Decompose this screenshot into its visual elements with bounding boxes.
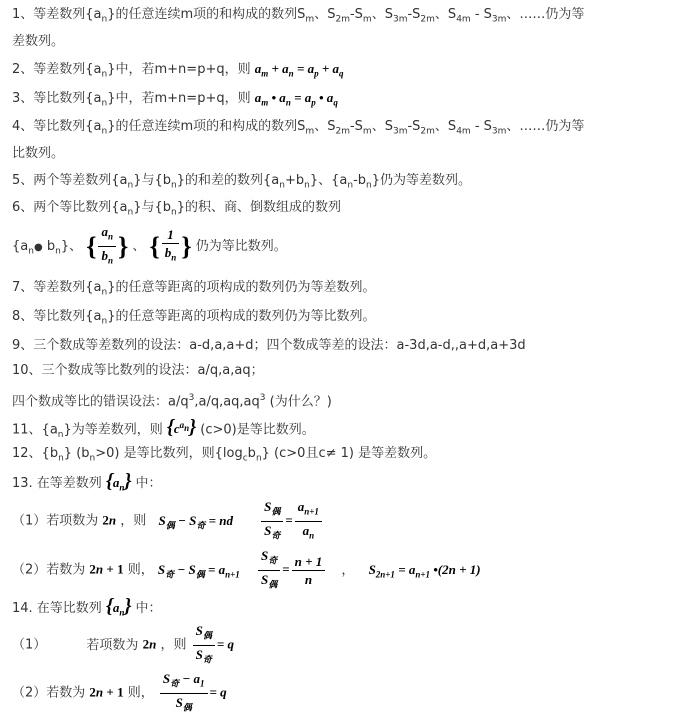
- item-1-text: 、S: [434, 7, 457, 22]
- item-12: [12, 445, 436, 468]
- numerator: $S_偶$: [261, 498, 283, 522]
- item-5-text: }的和差的数列{a: [176, 173, 280, 188]
- numerator: $S_偶$: [193, 622, 215, 646]
- item-11-text: 11、{a: [12, 422, 58, 438]
- item-12-text: >0) 是等比数列，则{log: [95, 446, 243, 461]
- item-3-text: 3、等比数列{a: [12, 91, 102, 106]
- subscript: n: [28, 246, 34, 257]
- brace-close: }: [118, 231, 129, 261]
- item-4-text: 4、等比数列{a: [12, 119, 102, 134]
- item-2-text: }中，若m+n=p+q，则: [107, 62, 251, 77]
- formula-eq2: $a_m + a_n = a_p + a_q$: [254, 61, 344, 79]
- subscript: 2m: [335, 126, 350, 137]
- numerator: $a_{n+1}$: [295, 498, 322, 522]
- fraction-a-over-b: [98, 223, 116, 269]
- item-4-text: 、……仍为等: [506, 119, 585, 134]
- denominator: $S_偶$: [260, 571, 278, 590]
- item-7-text: 7、等差数列{a: [12, 280, 102, 295]
- denominator: $S_偶$: [175, 694, 192, 713]
- item-13-text: ，则: [120, 513, 147, 529]
- item-14-text: 14. 在等比数列: [12, 601, 102, 616]
- item-4-text: 、S: [434, 119, 457, 134]
- comma: ，: [341, 562, 355, 578]
- superscript: 3: [259, 393, 266, 403]
- item-12-text: 12、{b: [12, 446, 59, 461]
- item-14-text: 则，: [127, 685, 154, 701]
- item-1-line-1: [12, 6, 584, 29]
- formula-diff-nd: $S_偶 - S_奇$ = nd: [158, 512, 233, 531]
- subscript: n: [255, 453, 262, 464]
- item-1-text: 1、等差数列{a: [12, 7, 102, 22]
- item-6-line-1: [12, 199, 341, 222]
- item-8-text: 8、等比数列{a: [12, 309, 102, 324]
- subscript: 2m: [335, 14, 350, 25]
- item-5: [12, 172, 471, 195]
- item-5-text: }仍为等差数列。: [371, 173, 472, 188]
- item-5-text: }、{a: [309, 173, 348, 188]
- brace-open: {: [86, 231, 97, 261]
- subscript: n: [279, 180, 285, 191]
- subscript: n: [171, 207, 177, 218]
- subscript: n: [89, 453, 96, 464]
- denominator: $S_奇$: [195, 646, 212, 665]
- item-8: [12, 308, 376, 331]
- formula-an-set: $\{a_n\}$: [105, 595, 132, 618]
- item-9: 9、三个数成等差数列的设法：a-d,a,a+d；四个数成等差的设法：a-3d,a-d,,a+d,a+3d: [12, 338, 526, 353]
- item-5-text: -b: [353, 173, 367, 188]
- item-14-heading: [12, 596, 162, 620]
- formula-s2n1: $S_{2n+1} = a_{n+1}$ •(2n + 1): [368, 561, 481, 580]
- equals-q: = q: [209, 684, 227, 700]
- formula-an-set: $\{a_n\}$: [105, 470, 132, 493]
- item-10-line-1: 10、三个数成等比数列的设法：a/q,a,aq；: [12, 363, 264, 378]
- numerator: $S_奇 - a_1$: [160, 670, 208, 694]
- item-6-text: 、: [132, 239, 146, 254]
- item-6-text: }与{b: [133, 200, 172, 215]
- item-11-text: }为等差数列，则: [63, 422, 163, 438]
- subscript: m: [362, 14, 372, 25]
- formula-eq3: $a_m$ • $a_n = a_p$ • $a_q$: [254, 90, 338, 108]
- denominator: $a_n$: [302, 522, 315, 541]
- item-12-text: } (c>0且c: [261, 446, 326, 461]
- item-4-line-1: [12, 118, 584, 141]
- not-equal-symbol: ≠: [325, 446, 337, 461]
- item-14-text: （1）: [12, 637, 47, 653]
- item-6-line-2: [12, 222, 287, 272]
- item-13-text: 13. 在等差数列: [12, 476, 102, 491]
- subscript: n: [101, 126, 108, 137]
- item-6-text: b: [42, 239, 56, 254]
- item-10-line-2: [12, 389, 332, 411]
- item-12-text: 1) 是等差数列。: [336, 446, 437, 461]
- item-13-text: （2）若数为: [12, 562, 86, 578]
- item-2: [12, 60, 344, 84]
- subscript: n: [55, 246, 61, 257]
- item-10-text: (为什么？): [265, 394, 332, 410]
- subscript: n: [171, 180, 177, 191]
- item-11: [12, 413, 315, 440]
- item-12-text: b: [247, 446, 256, 461]
- item-6-text: }的积、商、倒数组成的数列: [176, 200, 342, 215]
- item-3: [12, 89, 338, 113]
- fraction-s-even-over-s-odd: [261, 498, 283, 544]
- item-10-text: 四个数成等比的错误设法：a/q: [12, 394, 189, 410]
- subscript: 3m: [491, 126, 507, 137]
- subscript: m: [305, 126, 315, 137]
- item-13-heading: [12, 471, 162, 495]
- item-3-text: }中，若m+n=p+q，则: [107, 91, 251, 106]
- subscript: 2m: [420, 14, 435, 25]
- subscript: n: [58, 453, 64, 464]
- subscript: n: [366, 180, 372, 191]
- item-13-case-2: [12, 547, 481, 591]
- subscript: n: [304, 180, 310, 191]
- fraction-s-even-over-s-odd: [193, 622, 215, 668]
- numerator: n + 1: [292, 553, 326, 571]
- brace-close: }: [181, 231, 192, 261]
- item-14-text: 中：: [135, 601, 162, 616]
- equals-q: = q: [216, 636, 235, 652]
- subscript: n: [347, 180, 354, 191]
- subscript: 3m: [392, 126, 408, 137]
- fraction-an1-over-an: [295, 498, 322, 544]
- denominator: n: [304, 571, 313, 587]
- equals-sign: =: [285, 512, 293, 528]
- subscript: n: [101, 69, 108, 80]
- item-5-text: +b: [284, 173, 305, 188]
- item-1-text: - S: [470, 7, 492, 22]
- item-1-text: 、S: [314, 7, 336, 22]
- item-5-text: }与{b: [133, 173, 172, 188]
- fraction-s-odd-over-s-even: [258, 547, 280, 593]
- item-10-text: ,a/q,aq,aq: [194, 394, 260, 410]
- subscript: n: [127, 207, 134, 218]
- item-4-line-2: 比数列。: [12, 146, 65, 161]
- superscript: 3: [188, 393, 195, 403]
- equals-sign: =: [282, 561, 290, 577]
- item-6-text: }、: [60, 239, 83, 254]
- item-4-text: }的任意连续m项的和构成的数列S: [107, 119, 306, 134]
- item-4-text: -S: [407, 119, 421, 134]
- subscript: 3m: [392, 14, 408, 25]
- subscript: n: [127, 180, 134, 191]
- denominator: $b_n$: [164, 245, 177, 263]
- item-6-text: 仍为等比数列。: [195, 239, 287, 254]
- item-12-text: } (b: [63, 446, 90, 461]
- item-1-text: 、S: [371, 7, 393, 22]
- item-1-text: 、……仍为等: [506, 7, 585, 22]
- subscript: m: [305, 14, 315, 25]
- subscript: n: [57, 429, 64, 440]
- subscript: n: [101, 316, 108, 327]
- subscript: n: [101, 14, 108, 25]
- denominator: $b_n$: [101, 248, 113, 266]
- numerator: $S_奇$: [258, 547, 280, 571]
- subscript: n: [101, 287, 108, 298]
- formula-2n-plus-1: 2n + 1: [89, 684, 124, 700]
- item-5-text: 5、两个等差数列{a: [12, 173, 128, 188]
- formula-diff-an1: $S_奇 - S_偶 = a_{n+1}$: [157, 561, 240, 580]
- item-6-text: 6、两个等比数列{a: [12, 200, 128, 215]
- numerator: $a_n$: [98, 223, 116, 247]
- subscript: 2m: [420, 126, 435, 137]
- item-4-text: 、S: [314, 119, 336, 134]
- item-14-text: （2）若数为: [12, 685, 86, 701]
- item-14-text: 若项数为: [86, 637, 139, 653]
- item-2-text: 2、等差数列{a: [12, 62, 102, 77]
- item-4-text: 、S: [371, 119, 393, 134]
- fraction-1-over-b: [162, 226, 180, 267]
- item-4-text: -S: [349, 119, 363, 134]
- item-14-text: ，则: [160, 637, 187, 653]
- subscript: 3m: [491, 14, 507, 25]
- formula-c-power-an: $\{c^{a_n}\}$: [166, 416, 197, 439]
- denominator: $S_奇$: [264, 522, 281, 541]
- item-14-case-1: [12, 622, 234, 666]
- subscript: c: [242, 453, 248, 464]
- subscript: 4m: [456, 14, 471, 25]
- item-13-case-1: [12, 498, 324, 542]
- item-1-text: -S: [407, 7, 421, 22]
- formula-2n-plus-1: 2n + 1: [89, 561, 124, 577]
- brace-open: {: [149, 231, 160, 261]
- item-4-text: - S: [470, 119, 492, 134]
- item-1-line-2: 差数列。: [12, 34, 65, 49]
- fraction-s-odd-minus-a1-over-s-even: [160, 670, 208, 716]
- item-8-text: }的任意等距离的项构成的数列仍为等比数列。: [107, 309, 376, 324]
- bullet-operator: ●: [33, 242, 43, 253]
- subscript: m: [362, 126, 372, 137]
- numerator: 1: [162, 226, 180, 244]
- formula-2n: 2n: [142, 636, 157, 652]
- item-13-text: 则，: [127, 562, 154, 578]
- item-7: [12, 279, 376, 302]
- item-11-text: (c>0)是等比数列。: [200, 422, 315, 438]
- item-7-text: }的任意等距离的项构成的数列仍为等差数列。: [107, 280, 376, 295]
- subscript: 4m: [456, 126, 471, 137]
- subscript: n: [101, 98, 108, 109]
- item-1-text: }的任意连续m项的和构成的数列S: [107, 7, 306, 22]
- item-13-text: 中：: [135, 476, 162, 491]
- item-14-case-2: [12, 670, 227, 714]
- formula-2n: 2n: [102, 512, 117, 528]
- fraction-n1-over-n: [292, 553, 326, 588]
- item-6-text: {a: [12, 239, 29, 254]
- item-1-text: -S: [349, 7, 363, 22]
- item-13-text: （1）若项数为: [12, 513, 99, 529]
